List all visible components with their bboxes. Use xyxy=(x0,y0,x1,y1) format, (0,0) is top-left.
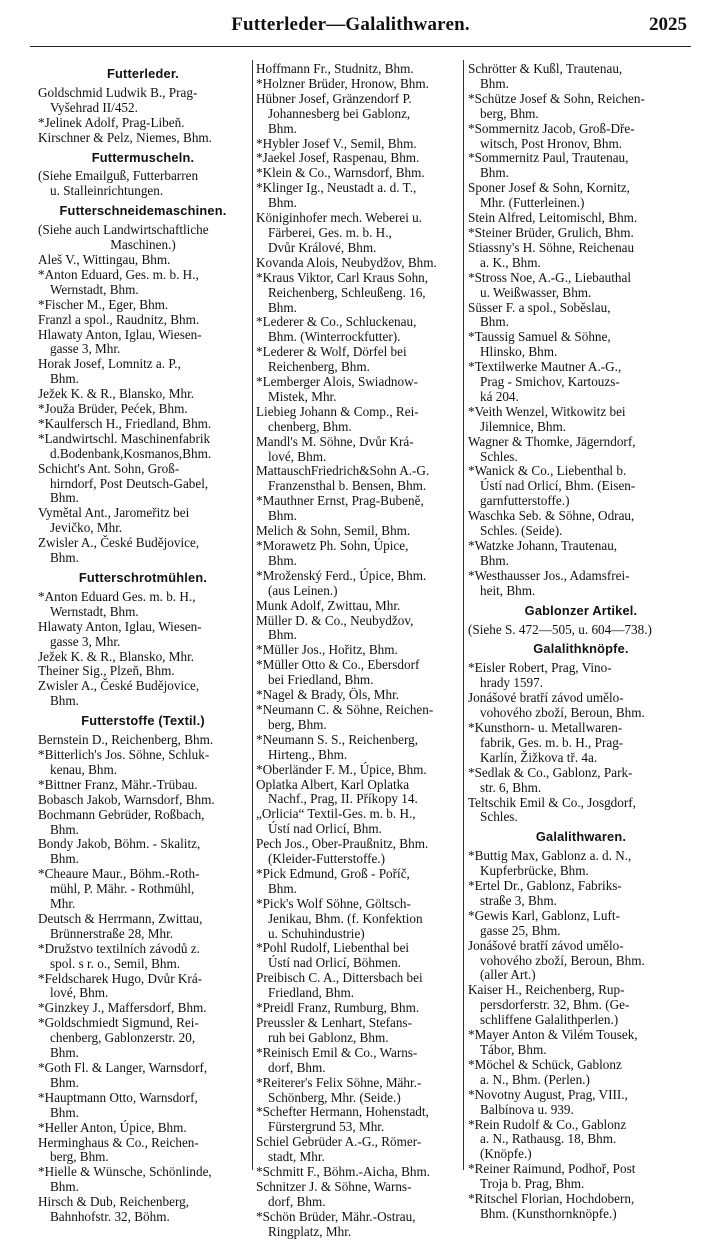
entry-continuation: Dvůr Králové, Bhm. xyxy=(268,239,377,255)
entry-line: *Bittner Franz, Mähr.-Trübau. xyxy=(38,776,198,792)
entry-continuation: Bhm. xyxy=(50,1045,79,1061)
section-heading: Futterstoffe (Textil.) xyxy=(81,713,205,729)
entry-continuation: Hirteng., Bhm. xyxy=(268,746,348,762)
entry-continuation: berg, Bhm. xyxy=(268,716,327,732)
page-header xyxy=(0,8,701,42)
entry-line: Horak Josef, Lomnitz a. P., xyxy=(38,356,181,372)
entry-continuation: Friedland, Bhm. xyxy=(268,985,355,1001)
entry-line: *Schmitt F., Böhm.-Aicha, Bhm. xyxy=(256,1164,431,1180)
entry-line: *Oberländer F. M., Úpice, Bhm. xyxy=(256,761,427,777)
entry-line: Hübner Josef, Gränzendorf P. xyxy=(256,90,412,106)
entry-line: Melich & Sohn, Semil, Bhm. xyxy=(256,523,411,539)
entry-line: *Morawetz Ph. Sohn, Úpice, xyxy=(256,538,409,553)
entry-continuation: hirndorf, Post Deutsch-Gabel, xyxy=(50,475,209,491)
section-heading: Futterleder. xyxy=(106,66,180,81)
entry-continuation: u. Weißwasser, Bhm. xyxy=(480,284,592,300)
entry-line: Liebieg Johann & Comp., Rei- xyxy=(256,403,419,419)
entry-line: *Kraus Viktor, Carl Kraus Sohn, xyxy=(256,269,429,285)
entry-line: *Holzner Brüder, Hronow, Bhm. xyxy=(256,75,429,91)
entry-line: *Lederer & Co., Schluckenau, xyxy=(256,314,417,330)
entry-line: *Lederer & Wolf, Dörfel bei xyxy=(256,344,407,360)
entry-line: *Watzke Johann, Trautenau, xyxy=(468,538,618,553)
entry-continuation: Schles. (Seide). xyxy=(480,523,563,539)
entry-continuation: Bhm. xyxy=(268,880,297,896)
section-heading: Galalithknöpfe. xyxy=(533,641,629,657)
entry-line: „Orlicia“ Textil-Ges. m. b. H., xyxy=(256,806,416,822)
entry-continuation: Nachf., Prag, II. Příkopy 14. xyxy=(268,791,418,807)
entry-continuation: Karlín, Žižkova tř. 4a. xyxy=(480,749,598,765)
entry-line: *Mauthner Ernst, Prag-Bubeně, xyxy=(256,493,424,509)
entry-continuation: Tábor, Bhm. xyxy=(480,1042,547,1057)
entry-line: Schrötter & Kußl, Trautenau, xyxy=(468,61,623,76)
entry-continuation: Franzensthal b. Bensen, Bhm. xyxy=(268,478,427,494)
entry-line: Munk Adolf, Zwittau, Mhr. xyxy=(256,597,401,613)
entry-line: Müller D. & Co., Neubydžov, xyxy=(256,612,414,628)
section-heading: Gablonzer Artikel. xyxy=(524,602,638,618)
entry-line: *Klein & Co., Warnsdorf, Bhm. xyxy=(256,165,425,181)
entry-line: *Hauptmann Otto, Warnsdorf, xyxy=(38,1089,198,1105)
entry-continuation: chenberg, Bhm. xyxy=(268,418,352,434)
entry-line: (Siehe S. 472—505, u. 604—738.) xyxy=(468,621,652,637)
entry-line: *Schön Brüder, Mähr.-Ostrau, xyxy=(256,1208,416,1224)
entry-continuation: Bhm. xyxy=(50,851,79,867)
entry-line: *Jaekel Josef, Raspenau, Bhm. xyxy=(256,150,420,166)
entry-line: *Preidl Franz, Rumburg, Bhm. xyxy=(256,1000,420,1016)
entry-line: *Kaulfersch H., Friedland, Bhm. xyxy=(38,415,212,431)
entry-line: Preussler & Lenhart, Stefans- xyxy=(256,1015,413,1030)
entry-continuation: vohového zboží, Beroun, Bhm. xyxy=(480,952,645,968)
entry-line: *Stross Noe, A.-G., Liebauthal xyxy=(468,269,631,285)
entry-continuation: witsch, Post Hronov, Bhm. xyxy=(480,135,623,151)
entry-line: *Ertel Dr., Gablonz, Fabriks- xyxy=(468,878,622,894)
entry-line: Hlawaty Anton, Iglau, Wiesen- xyxy=(38,326,202,342)
entry-continuation: Bhm. xyxy=(268,120,297,136)
entry-line: *Kunsthorn- u. Metallwaren- xyxy=(468,719,623,735)
entry-line: *Novotny August, Prag, VIII., xyxy=(468,1086,628,1102)
entry-line: *Lemberger Alois, Swiadnow- xyxy=(256,374,419,390)
entry-line: Pech Jos., Ober-Praußnitz, Bhm. xyxy=(256,836,429,852)
entry-continuation: Brünnerstraße 28, Mhr. xyxy=(50,925,174,941)
entry-line: Hirsch & Dub, Reichenberg, xyxy=(38,1194,190,1210)
entry-line: Hoffmann Fr., Studnitz, Bhm. xyxy=(256,61,414,76)
entry-continuation: a. N., Rathausg. 18, Bhm. xyxy=(480,1131,617,1147)
entry-line: *Jouža Brüder, Pećek, Bhm. xyxy=(38,401,188,417)
page-number: 2025 xyxy=(649,14,687,35)
entry-continuation: Färberei, Ges. m. b. H., xyxy=(268,224,392,240)
entry-line: *Rein Rudolf & Co., Gablonz xyxy=(468,1116,627,1132)
entry-line: Waschka Seb. & Söhne, Odrau, xyxy=(468,508,635,524)
entry-continuation: d.Bodenbank,Kosmanos,Bhm. xyxy=(50,445,212,461)
entry-line: *Möchel & Schück, Gablonz xyxy=(468,1056,622,1072)
entry-line: *Anton Eduard Ges. m. b. H., xyxy=(38,588,196,604)
entry-continuation: str. 6, Bhm. xyxy=(480,779,542,795)
entry-continuation: Jevičko, Mhr. xyxy=(50,520,123,536)
entry-continuation: Mhr. xyxy=(50,896,76,912)
entry-continuation: Kupferbrücke, Bhm. xyxy=(480,863,589,879)
entry-continuation: Fürstergrund 53, Mhr. xyxy=(268,1119,385,1135)
entry-line: *Wanick & Co., Liebenthal b. xyxy=(468,463,627,479)
entry-line: *Steiner Brüder, Grulich, Bhm. xyxy=(468,224,634,240)
entry-continuation: Bhm. xyxy=(268,552,297,568)
entry-line: *Družstvo textilních závodů z. xyxy=(38,940,200,956)
entry-continuation: dorf, Bhm. xyxy=(268,1059,326,1075)
entry-continuation: Balbínova u. 939. xyxy=(480,1101,574,1117)
entry-line: Jonášové bratří závod umělo- xyxy=(468,937,624,953)
entry-continuation: (Knöpfe.) xyxy=(480,1146,532,1162)
entry-continuation: Schles. xyxy=(480,809,518,825)
entry-continuation: garnfutterstoffe.) xyxy=(480,493,570,509)
column-3 xyxy=(468,61,694,1221)
entry-continuation: Jilemnice, Bhm. xyxy=(480,418,567,434)
entry-line: *Reinisch Emil & Co., Warns- xyxy=(256,1044,418,1060)
entry-line: *Hielle & Wünsche, Schönlinde, xyxy=(38,1164,212,1180)
entry-line: Stiassny's H. Söhne, Reichenau xyxy=(468,239,635,255)
entry-line: Franzl a spol., Raudnitz, Bhm. xyxy=(38,311,200,327)
entry-line: *Ritschel Florian, Hochdobern, xyxy=(468,1191,635,1207)
entry-continuation: u. Schuhindustrie) xyxy=(268,925,365,941)
entry-line: *Jelinek Adolf, Prag-Libeň. xyxy=(38,114,185,130)
entry-continuation: Jenikau, Bhm. (f. Konfektion xyxy=(268,910,423,926)
entry-continuation: vohového zboží, Beroun, Bhm. xyxy=(480,705,645,721)
entry-line: *Neumann C. & Söhne, Reichen- xyxy=(256,701,434,717)
entry-continuation: (aus Leinen.) xyxy=(268,582,338,598)
entry-line: Bochmann Gebrüder, Roßbach, xyxy=(38,806,205,822)
entry-line: Theiner Sig., Plzeň, Bhm. xyxy=(38,663,175,679)
entry-line: *Klinger Ig., Neustadt a. d. T., xyxy=(256,180,417,196)
section-heading: Futterschneidemaschinen. xyxy=(59,203,227,219)
entry-continuation: Vyšehrad II/452. xyxy=(50,99,138,115)
section-heading: Futterschrotmühlen. xyxy=(78,570,208,585)
entry-continuation: Bhm. xyxy=(480,75,509,91)
entry-continuation: Bhm. xyxy=(268,299,297,315)
entry-line: Kirschner & Pelz, Niemes, Bhm. xyxy=(38,129,212,145)
entry-continuation: Bhm. xyxy=(480,165,509,181)
entry-continuation: Bhm. xyxy=(268,508,297,524)
entry-line: *Fischer M., Eger, Bhm. xyxy=(38,296,169,312)
entry-line: Ježek K. & R., Blansko, Mhr. xyxy=(38,386,195,402)
entry-line: Teltschik Emil & Co., Josgdorf, xyxy=(468,794,636,810)
entry-line: Schicht's Ant. Sohn, Groß- xyxy=(38,460,180,476)
entry-continuation: ruh bei Gablonz, Bhm. xyxy=(268,1029,389,1045)
entry-line: Oplatka Albert, Karl Oplatka xyxy=(256,776,410,792)
entry-continuation: a. K., Bhm. xyxy=(480,254,541,270)
entry-continuation: a. N., Bhm. (Perlen.) xyxy=(480,1071,590,1087)
entry-continuation: Troja b. Prag, Bhm. xyxy=(480,1176,585,1192)
entry-continuation: Mhr. (Futterleinen.) xyxy=(480,195,585,211)
entry-line: (Siehe Emailguß, Futterbarren xyxy=(38,168,199,184)
entry-continuation: Bhm. xyxy=(268,627,297,643)
entry-continuation: Bahnhofstr. 32, Böhm. xyxy=(50,1209,170,1225)
entry-continuation: mühl, P. Mähr. - Rothmühl, xyxy=(50,881,195,897)
entry-line: Schnitzer J. & Söhne, Warns- xyxy=(256,1178,412,1194)
entry-line: Ježek K. & R., Blansko, Mhr. xyxy=(38,648,195,664)
entry-continuation: stadt, Mhr. xyxy=(268,1149,325,1165)
entry-line: Königinhofer mech. Weberei u. xyxy=(256,210,423,226)
entry-line: *Bitterlich's Jos. Söhne, Schluk- xyxy=(38,746,210,762)
entry-continuation: Bhm. xyxy=(50,821,79,837)
entry-line: *Goldschmiedt Sigmund, Rei- xyxy=(38,1015,199,1031)
entry-continuation: Ústí nad Orlicí, Bhm. (Eisen- xyxy=(480,478,636,494)
entry-continuation: dorf, Bhm. xyxy=(268,1193,326,1209)
entry-line: *Landwirtschl. Maschinenfabrik xyxy=(38,430,211,446)
entry-line: Kovanda Alois, Neubydžov, Bhm. xyxy=(256,254,437,270)
entry-continuation: gasse 3, Mhr. xyxy=(50,633,121,649)
entry-continuation: Ringplatz, Mhr. xyxy=(268,1223,352,1239)
entry-continuation: bei Friedland, Bhm. xyxy=(268,672,374,688)
entry-continuation: chenberg, Gablonzerstr. 20, xyxy=(50,1030,196,1046)
entry-line: *Nagel & Brady, Öls, Mhr. xyxy=(256,687,400,703)
section-heading: Galalithwaren. xyxy=(535,829,627,845)
entry-line: *Sommernitz Jacob, Groß-Dře- xyxy=(468,120,635,136)
entry-line: *Feldscharek Hugo, Dvůr Krá- xyxy=(38,970,203,986)
entry-continuation: Bhm. xyxy=(50,371,79,387)
entry-continuation: lové, Bhm. xyxy=(50,985,109,1001)
column-2 xyxy=(256,61,460,1239)
entry-line: Stein Alfred, Leitomischl, Bhm. xyxy=(468,210,638,226)
entry-continuation: Bhm. xyxy=(50,1179,79,1195)
entry-continuation: berg, Bhm. xyxy=(50,1149,109,1165)
entry-line: *Goth Fl. & Langer, Warnsdorf, xyxy=(38,1060,208,1075)
column-1 xyxy=(38,62,248,1225)
entry-line: *Mroženský Ferd., Úpice, Bhm. xyxy=(256,567,427,583)
entry-continuation: Wernstadt, Bhm. xyxy=(50,603,139,619)
entry-continuation: Prag - Smichov, Kartouzs- xyxy=(480,374,620,390)
entry-continuation: fabrik, Ges. m. b. H., Prag- xyxy=(480,734,624,750)
entry-line: Bobasch Jakob, Warnsdorf, Bhm. xyxy=(38,791,215,807)
entry-line: Süsser F. a spol., Soběslau, xyxy=(468,299,611,315)
entry-continuation: Reichenberg, Schleußeng. 16, xyxy=(268,284,426,300)
entry-line: *Taussig Samuel & Söhne, xyxy=(468,329,611,345)
entry-continuation: (Kleider-Futterstoffe.) xyxy=(268,851,386,867)
entry-continuation: Bhm. xyxy=(480,552,509,568)
entry-line: Bondy Jakob, Böhm. - Skalitz, xyxy=(38,836,201,852)
entry-continuation: gasse 25, Bhm. xyxy=(480,922,561,938)
entry-line: Mandl's M. Söhne, Dvůr Krá- xyxy=(256,433,414,449)
entry-continuation: kenau, Bhm. xyxy=(50,761,118,777)
entry-continuation: Bhm. xyxy=(50,693,79,709)
entry-line: MattauschFriedrich&Sohn A.-G. xyxy=(256,463,430,479)
entry-line: Goldschmid Ludwik B., Prag- xyxy=(38,84,198,100)
column-divider xyxy=(463,60,464,1170)
entry-line: Deutsch & Herrmann, Zwittau, xyxy=(38,910,203,926)
entry-line: *Müller Jos., Hořitz, Bhm. xyxy=(256,642,398,658)
entry-line: *Heller Anton, Úpice, Bhm. xyxy=(38,1119,187,1135)
entry-line: Hlawaty Anton, Iglau, Wiesen- xyxy=(38,618,202,634)
entry-line: Herminghaus & Co., Reichen- xyxy=(38,1134,199,1150)
entry-line: Zwisler A., České Budějovice, xyxy=(38,678,200,694)
entry-continuation: lové, Bhm. xyxy=(268,448,327,464)
entry-line: *Eisler Robert, Prag, Vino- xyxy=(468,660,612,676)
entry-continuation: Reichenberg, Bhm. xyxy=(268,359,370,375)
entry-line: *Veith Wenzel, Witkowitz bei xyxy=(468,403,626,419)
entry-line: *Hybler Josef V., Semil, Bhm. xyxy=(256,135,417,151)
entry-line: *Ginzkey J., Maffersdorf, Bhm. xyxy=(38,1000,207,1016)
entry-line: *Sedlak & Co., Gablonz, Park- xyxy=(468,764,633,780)
entry-continuation: (aller Art.) xyxy=(480,967,536,983)
entry-line: (Siehe auch Landwirtschaftliche xyxy=(38,222,209,238)
entry-line: *Reiner Raimund, Podhoř, Post xyxy=(468,1161,636,1177)
entry-continuation: Johannesberg bei Gablonz, xyxy=(268,105,411,121)
entry-line: *Buttig Max, Gablonz a. d. N., xyxy=(468,848,632,864)
entry-line: *Schütze Josef & Sohn, Reichen- xyxy=(468,90,645,106)
entry-continuation: Bhm. xyxy=(50,1104,79,1120)
entry-continuation: Bhm. xyxy=(268,195,297,211)
entry-line: *Textilwerke Mautner A.-G., xyxy=(468,359,622,375)
entry-line: *Gewis Karl, Gablonz, Luft- xyxy=(468,907,620,923)
entry-line: Preibisch C. A., Dittersbach bei xyxy=(256,970,423,986)
entry-line: Aleš V., Wittingau, Bhm. xyxy=(38,251,171,267)
entry-line: *Schefter Hermann, Hohenstadt, xyxy=(256,1104,429,1120)
entry-continuation: ká 204. xyxy=(480,388,519,404)
header-rule xyxy=(30,46,691,47)
entry-continuation: Ústí nad Orlicí, Bhm. xyxy=(268,821,382,837)
entry-line: *Mayer Anton & Vilém Tousek, xyxy=(468,1027,638,1043)
entry-continuation: Bhm. xyxy=(50,490,79,506)
entry-continuation: Bhm. (Winterrockfutter). xyxy=(268,329,401,345)
entry-line: *Anton Eduard, Ges. m. b. H., xyxy=(38,266,199,282)
entry-continuation: Bhm. xyxy=(50,550,79,566)
entry-line: *Cheaure Maur., Böhm.-Roth- xyxy=(38,866,200,882)
entry-line: Wagner & Thomke, Jägerndorf, xyxy=(468,433,636,449)
entry-continuation: Bhm. xyxy=(50,1074,79,1090)
entry-continuation: Schönberg, Mhr. (Seide.) xyxy=(268,1089,401,1105)
entry-line: *Reiterer's Felix Söhne, Mähr.- xyxy=(256,1074,422,1090)
entry-line: Kaiser H., Reichenberg, Rup- xyxy=(468,982,625,998)
entry-continuation: Mistek, Mhr. xyxy=(268,388,337,404)
entry-continuation: straße 3, Bhm. xyxy=(480,892,557,908)
entry-continuation: Maschinen.) xyxy=(110,237,176,253)
entry-continuation: berg, Bhm. xyxy=(480,105,539,121)
entry-line: Jonášové bratří závod umělo- xyxy=(468,690,624,706)
section-heading: Futtermuscheln. xyxy=(91,149,195,165)
entry-continuation: spol. s r. o., Semil, Bhm. xyxy=(50,955,181,971)
entry-continuation: Bhm. (Kunsthornknöpfe.) xyxy=(480,1205,617,1221)
entry-continuation: Bhm. xyxy=(480,314,509,330)
entry-line: *Pohl Rudolf, Liebenthal bei xyxy=(256,940,410,956)
entry-line: *Pick's Wolf Söhne, Göltsch- xyxy=(256,895,411,911)
entry-continuation: gasse 3, Mhr. xyxy=(50,341,121,357)
entry-continuation: Wernstadt, Bhm. xyxy=(50,281,139,297)
entry-continuation: Hlinsko, Bhm. xyxy=(480,344,558,360)
entry-continuation: Ústí nad Orlicí, Böhmen. xyxy=(268,955,401,971)
entry-line: Vymětal Ant., Jaromeřitz bei xyxy=(38,505,190,521)
entry-continuation: Schles. xyxy=(480,448,518,464)
entry-line: Zwisler A., České Budějovice, xyxy=(38,535,200,551)
entry-line: Sponer Josef & Sohn, Kornitz, xyxy=(468,180,630,196)
entry-continuation: heit, Bhm. xyxy=(480,582,536,598)
entry-continuation: u. Stalleinrichtungen. xyxy=(50,183,164,199)
entry-continuation: schliffene Galalithperlen.) xyxy=(480,1012,619,1028)
entry-line: *Müller Otto & Co., Ebersdorf xyxy=(256,657,420,673)
page-title: Futterleder—Galalithwaren. xyxy=(231,14,470,35)
entry-line: *Pick Edmund, Groß - Poříč, xyxy=(256,865,410,881)
entry-line: Bernstein D., Reichenberg, Bhm. xyxy=(38,732,214,748)
entry-line: *Westhausser Jos., Adamsfrei- xyxy=(468,567,630,583)
entry-line: Schiel Gebrüder A.-G., Römer- xyxy=(256,1134,422,1150)
column-divider xyxy=(252,60,253,1170)
entry-continuation: persdorferstr. 32, Bhm. (Ge- xyxy=(480,997,630,1013)
entry-line: *Sommernitz Paul, Trautenau, xyxy=(468,150,629,166)
entry-continuation: hrady 1597. xyxy=(480,675,543,691)
entry-line: *Neumann S. S., Reichenberg, xyxy=(256,731,419,747)
